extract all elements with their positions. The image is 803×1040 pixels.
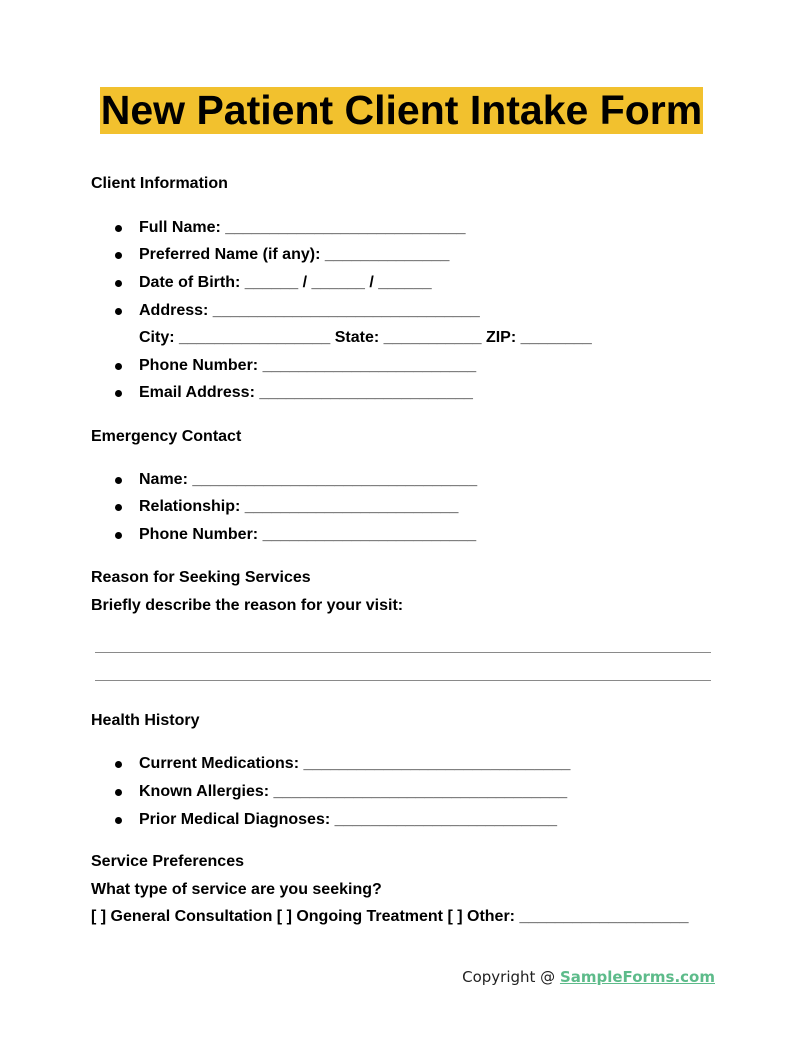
reason-prompt: Briefly describe the reason for your visit: — [91, 597, 404, 614]
field-city-state-zip[interactable]: City: _________________ State: ___________ ZIP: ________ — [139, 329, 592, 346]
section-heading-service-preferences: Service Preferences — [91, 853, 244, 870]
field-current-medications[interactable]: Current Medications: ______________________________ — [139, 755, 571, 772]
copyright-prefix: Copyright @ — [462, 968, 560, 986]
section-heading-health-history: Health History — [91, 712, 200, 729]
title-wrapper — [0, 87, 803, 134]
bullet-icon — [115, 817, 122, 824]
bullet-icon — [115, 252, 122, 259]
field-relationship[interactable]: Relationship: ________________________ — [139, 498, 459, 515]
service-prompt: What type of service are you seeking? — [91, 881, 382, 898]
field-full-name[interactable]: Full Name: ___________________________ — [139, 219, 466, 236]
field-known-allergies[interactable]: Known Allergies: _________________________________ — [139, 783, 568, 800]
bullet-icon — [115, 761, 122, 768]
section-heading-emergency-contact: Emergency Contact — [91, 428, 242, 445]
field-address[interactable]: Address: ______________________________ — [139, 302, 480, 319]
bullet-icon — [115, 390, 122, 397]
section-heading-client-information: Client Information — [91, 175, 228, 192]
bullet-icon — [115, 363, 122, 370]
field-phone-number[interactable]: Phone Number: ________________________ — [139, 357, 477, 374]
bullet-icon — [115, 308, 122, 315]
page-title: New Patient Client Intake Form — [100, 87, 703, 133]
field-date-of-birth[interactable]: Date of Birth: ______ / ______ / ______ — [139, 274, 432, 291]
reason-answer-line-1[interactable] — [95, 652, 711, 653]
field-emergency-phone[interactable]: Phone Number: ________________________ — [139, 526, 477, 543]
service-options[interactable]: [ ] General Consultation [ ] Ongoing Treatment [ ] Other: ___________________ — [91, 908, 689, 925]
field-email-address[interactable]: Email Address: ________________________ — [139, 384, 473, 401]
reason-answer-line-2[interactable] — [95, 680, 711, 681]
bullet-icon — [115, 280, 122, 287]
field-emergency-name[interactable]: Name: ________________________________ — [139, 471, 478, 488]
bullet-icon — [115, 504, 122, 511]
section-heading-reason: Reason for Seeking Services — [91, 569, 311, 586]
field-prior-diagnoses[interactable]: Prior Medical Diagnoses: _________________________ — [139, 811, 558, 828]
copyright-footer — [462, 968, 715, 986]
field-preferred-name[interactable]: Preferred Name (if any): ______________ — [139, 246, 450, 263]
bullet-icon — [115, 477, 122, 484]
bullet-icon — [115, 225, 122, 232]
bullet-icon — [115, 532, 122, 539]
bullet-icon — [115, 789, 122, 796]
sampleforms-link[interactable]: SampleForms.com — [559, 968, 715, 986]
